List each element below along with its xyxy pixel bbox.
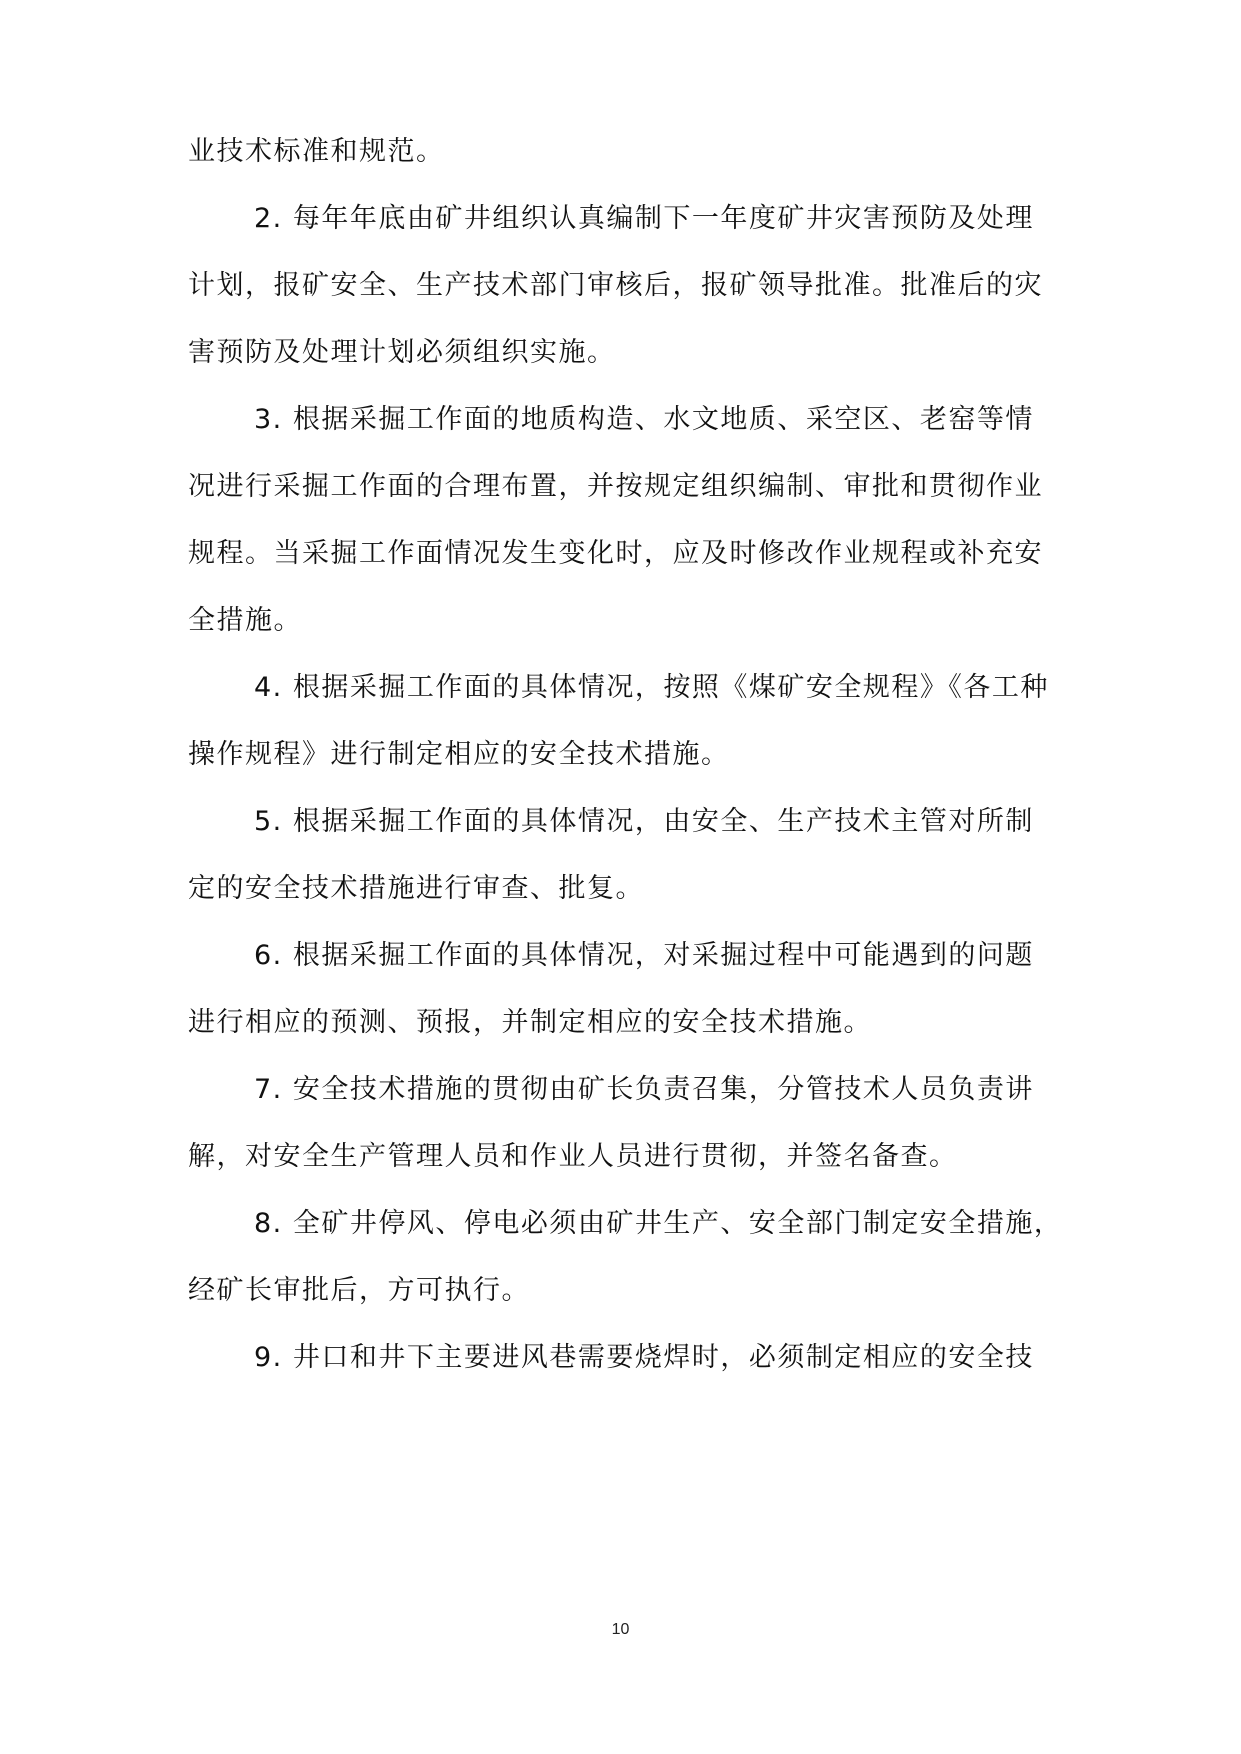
- text-line: 7. 安全技术措施的贯彻由矿长负责召集，分管技术人员负责讲: [254, 1074, 1034, 1105]
- text-line: 3. 根据采掘工作面的地质构造、水文地质、采空区、老窑等情: [254, 404, 1034, 435]
- text-line: 业技术标准和规范。: [188, 136, 445, 167]
- text-line: 4. 根据采掘工作面的具体情况，按照《煤矿安全规程》《各工种: [254, 672, 1049, 703]
- text-line: 9. 井口和井下主要进风巷需要烧焊时，必须制定相应的安全技: [254, 1342, 1034, 1373]
- text-line: 况进行采掘工作面的合理布置，并按规定组织编制、审批和贯彻作业: [188, 471, 1043, 502]
- text-line: 6. 根据采掘工作面的具体情况，对采掘过程中可能遇到的问题: [254, 940, 1034, 971]
- text-line: 计划，报矿安全、生产技术部门审核后，报矿领导批准。批准后的灾: [188, 270, 1043, 301]
- text-line: 规程。当采掘工作面情况发生变化时，应及时修改作业规程或补充安: [188, 538, 1043, 569]
- text-line: 5. 根据采掘工作面的具体情况，由安全、生产技术主管对所制: [254, 806, 1034, 837]
- text-line: 操作规程》进行制定相应的安全技术措施。: [188, 739, 730, 770]
- page-number: 10: [611, 1621, 630, 1638]
- text-line: 8. 全矿井停风、停电必须由矿井生产、安全部门制定安全措施，: [254, 1208, 1063, 1239]
- text-line: 2. 每年年底由矿井组织认真编制下一年度矿井灾害预防及处理: [254, 203, 1034, 234]
- text-line: 解，对安全生产管理人员和作业人员进行贯彻，并签名备查。: [188, 1141, 958, 1172]
- text-line: 害预防及处理计划必须组织实施。: [188, 337, 616, 368]
- text-line: 全措施。: [188, 605, 302, 636]
- text-line: 经矿长审批后，方可执行。: [188, 1275, 530, 1306]
- text-line: 定的安全技术措施进行审查、批复。: [188, 873, 644, 904]
- text-line: 进行相应的预测、预报，并制定相应的安全技术措施。: [188, 1007, 872, 1038]
